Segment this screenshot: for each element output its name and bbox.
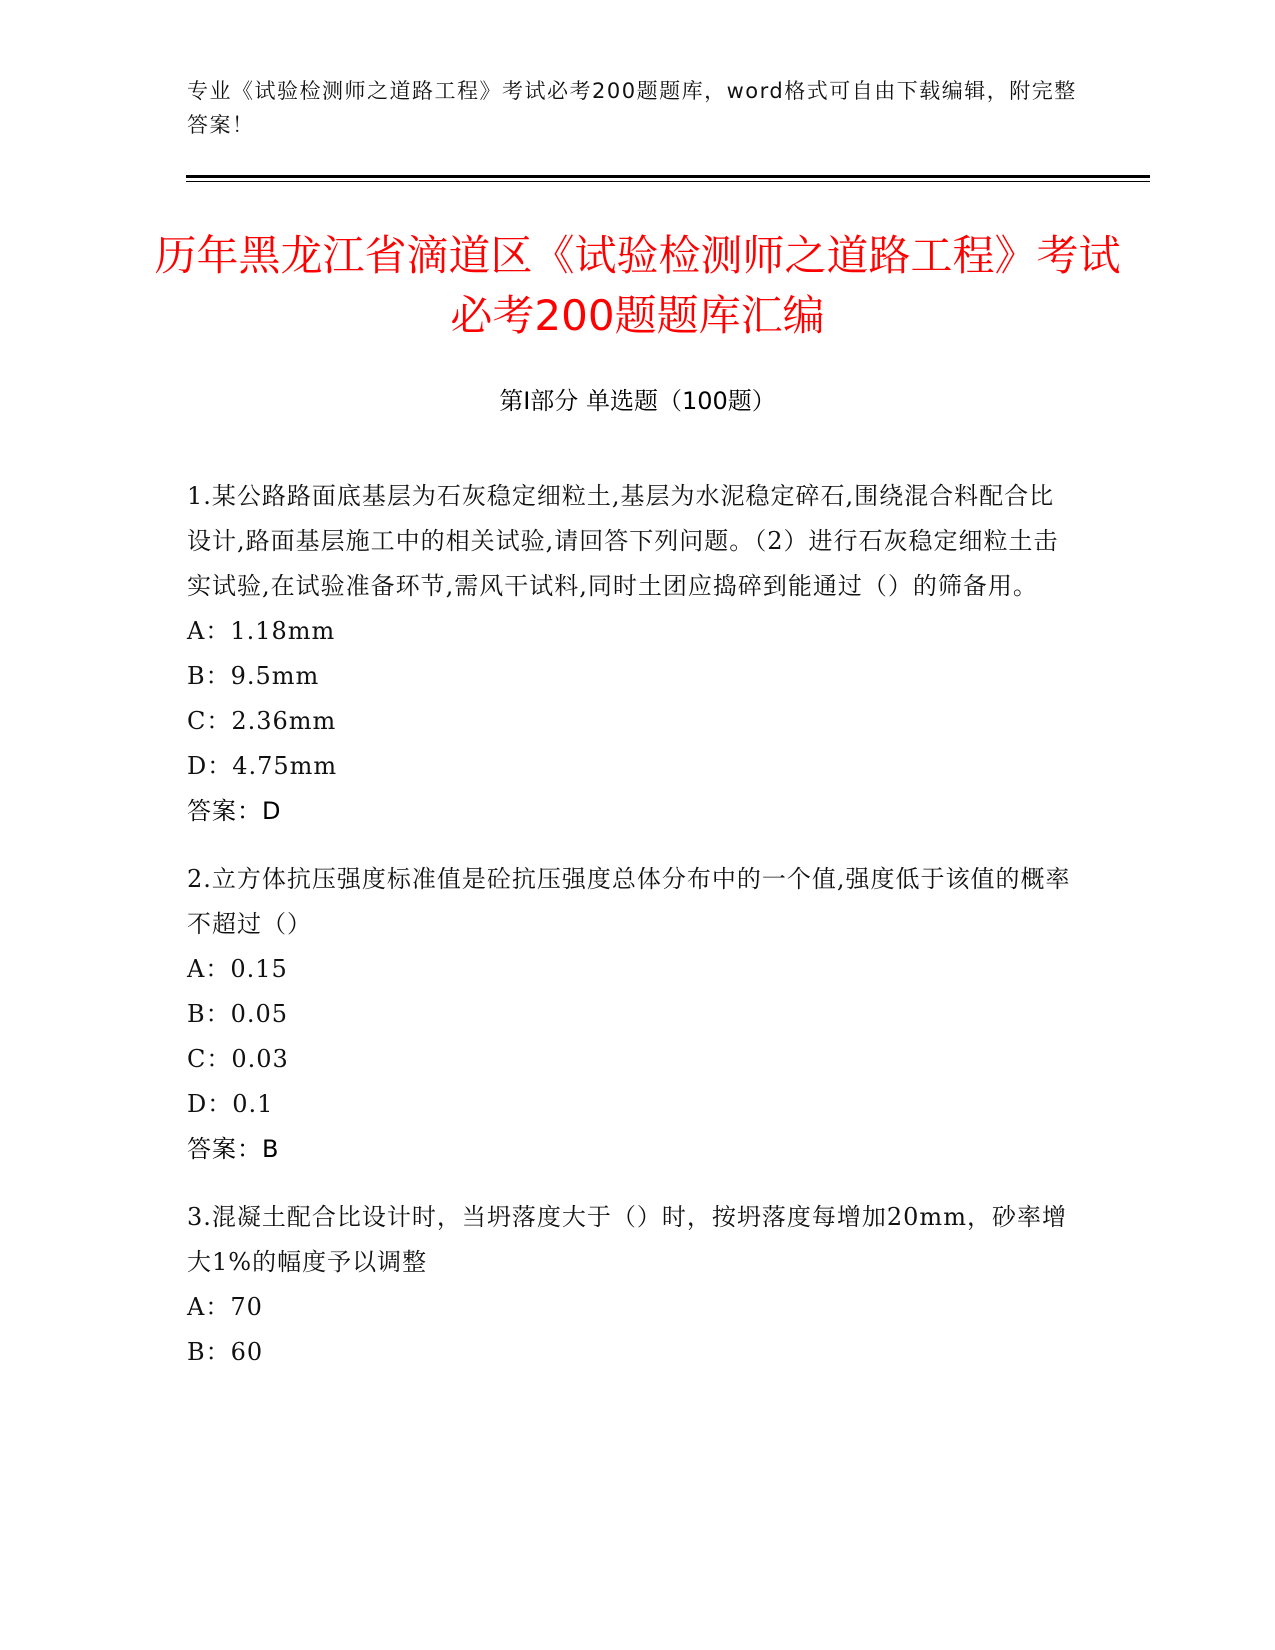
header-note: 专业《试验检测师之道路工程》考试必考200题题库，word格式可自由下载编辑，附完整答案！	[187, 79, 1077, 137]
header-rule-thick	[186, 175, 1150, 178]
option-b: B：9.5mm	[187, 662, 320, 690]
question-3	[187, 1195, 1077, 1375]
question-1	[187, 474, 1077, 834]
option-c: C：0.03	[187, 1045, 289, 1073]
option-b: B：60	[187, 1338, 264, 1366]
option-a: A：0.15	[187, 955, 288, 983]
option-a: A：70	[187, 1293, 263, 1321]
option-d: D：0.1	[187, 1090, 274, 1118]
answer-line: 答案：B	[187, 1135, 280, 1163]
question-2	[187, 857, 1077, 1172]
question-stem: 1.某公路路面底基层为石灰稳定细粒土,基层为水泥稳定碎石,围绕混合料配合比设计,路面基层施工中的相关试验,请回答下列问题。（2）进行石灰稳定细粒土击实试验,在试验准备环节,需风干试料,同时土团应捣碎到能通过（）的筛备用。	[187, 482, 1059, 600]
section-title: 第Ⅰ部分 单选题（100题）	[499, 387, 776, 415]
option-c: C：2.36mm	[187, 707, 337, 735]
question-stem: 2.立方体抗压强度标准值是砼抗压强度总体分布中的一个值,强度低于该值的概率不超过（）	[187, 865, 1071, 938]
document-title: 历年黑龙江省滴道区《试验检测师之道路工程》考试必考200题题库汇编	[154, 231, 1121, 340]
option-d: D：4.75mm	[187, 752, 338, 780]
question-list	[187, 474, 1077, 1397]
question-stem: 3.混凝土配合比设计时，当坍落度大于（）时，按坍落度每增加20mm，砂率增大1%的幅度予以调整	[187, 1203, 1067, 1276]
option-b: B：0.05	[187, 1000, 289, 1028]
answer-line: 答案：D	[187, 797, 282, 825]
option-a: A：1.18mm	[187, 617, 336, 645]
header-rule-thin	[186, 181, 1150, 182]
